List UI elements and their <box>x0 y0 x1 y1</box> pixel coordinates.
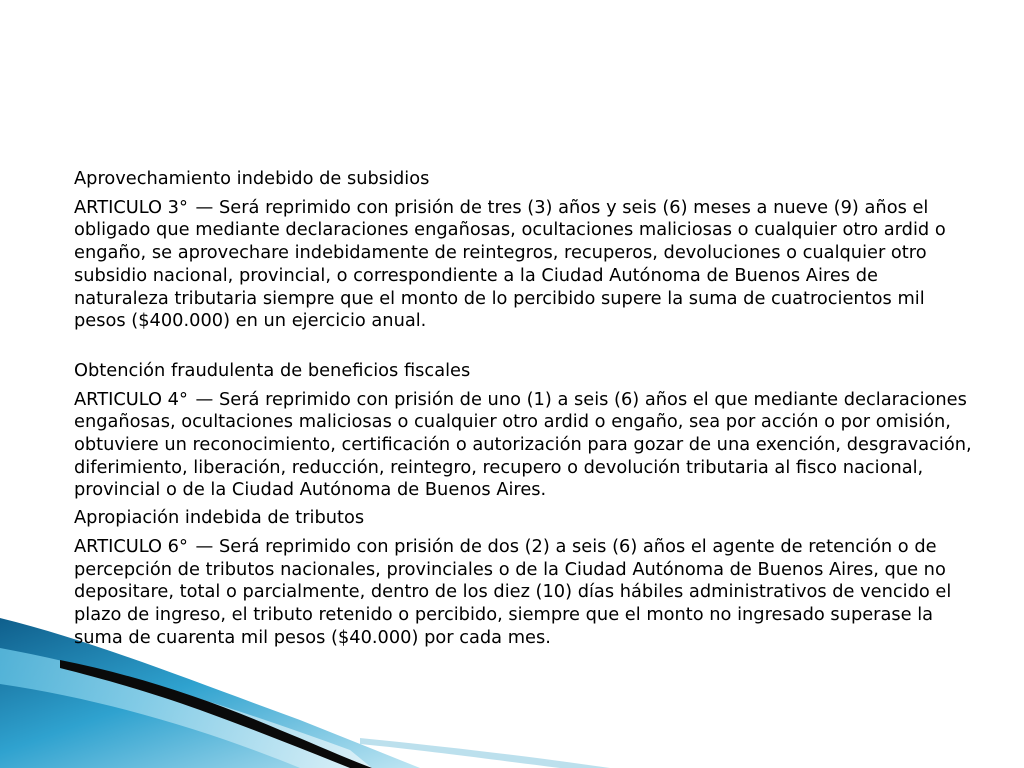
article-3-label: ARTICULO 3° <box>74 196 188 218</box>
slide-body <box>74 168 974 649</box>
article-4-text: — Será reprimido con prisión de uno (1) a seis (6) años el que mediante declaraciones engañosas, ocultaciones maliciosas o cualquier otro ardid o engaño, sea por acción o por omisión, obtuviere un reconocimiento, certificación o autorización para gozar de una exención, desgravación, diferimiento, liberación, reducción, reintegro, recupero o devolución tributaria al fisco nacional, provincial o de la Ciudad Autónoma de Buenos Aires. <box>74 388 972 501</box>
article-4-paragraph <box>74 389 974 503</box>
section-heading-subsidios: Aprovechamiento indebido de subsidios <box>74 168 430 189</box>
article-6-text: — Será reprimido con prisión de dos (2) a seis (6) años el agente de retención o de percepción de tributos nacionales, provinciales o de la Ciudad Autónoma de Buenos Aires, que no depositare, total o parcialmente, dentro de los diez (10) días hábiles administrativos de vencido el plazo de ingreso, el tributo retenido o percibido, siempre que el monto no ingresado superase la suma de cuarenta mil pesos ($40.000) por cada mes. <box>74 535 952 648</box>
article-3-text: — Será reprimido con prisión de tres (3) años y seis (6) meses a nueve (9) años el obligado que mediante declaraciones engañosas, ocultaciones maliciosas o cualquier otro ardid o engaño, se aprovechare indebidamente de reintegros, recuperos, devoluciones o cualquier otro subsidio nacional, provincial, o correspondiente a la Ciudad Autónoma de Buenos Aires de naturaleza tributaria siempre que el monto de lo percibido supere la suma de cuatrocientos mil pesos ($400.000) en un ejercicio anual. <box>74 196 946 332</box>
article-6-label: ARTICULO 6° <box>74 535 188 557</box>
article-3-paragraph <box>74 197 974 333</box>
article-4-label: ARTICULO 4° <box>74 388 188 410</box>
article-6-paragraph <box>74 536 974 650</box>
section-heading-beneficios: Obtención fraudulenta de beneficios fiscales <box>74 359 471 381</box>
section-heading-apropiacion: Apropiación indebida de tributos <box>74 507 365 529</box>
